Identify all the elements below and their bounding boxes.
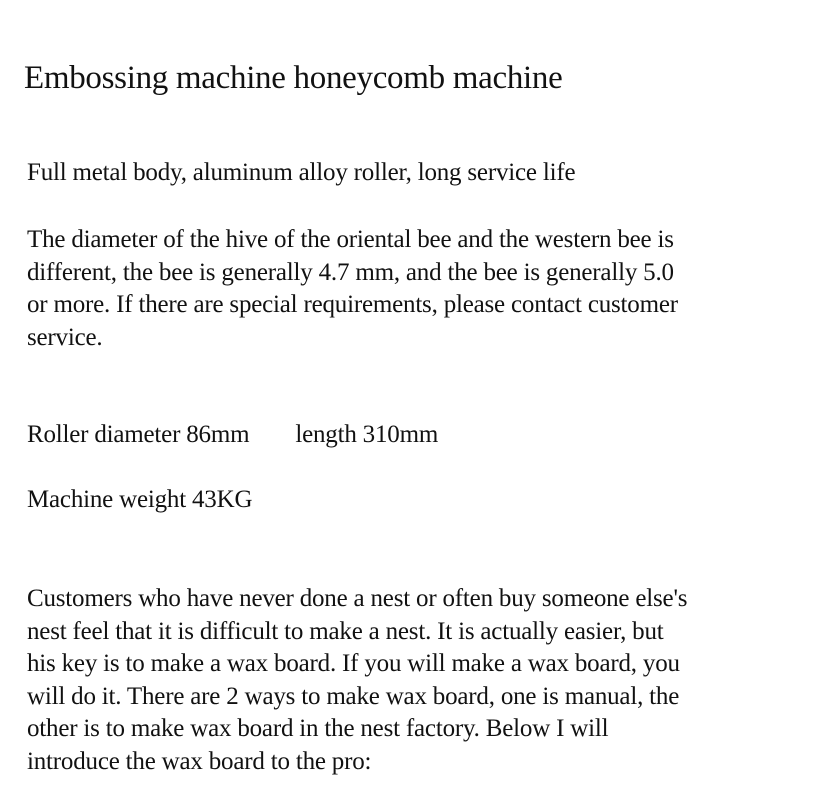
- document-title: Embossing machine honeycomb machine: [24, 60, 563, 96]
- text-line: Customers who have never done a nest or often buy someone else's: [27, 585, 688, 612]
- hive-diameter-paragraph: [27, 224, 807, 354]
- text-line: nest feel that it is difficult to make a nest. It is actually easier, but: [27, 617, 664, 645]
- roller-specs-paragraph: [27, 419, 438, 452]
- text-line: introduce the wax board to the pro:: [27, 747, 372, 775]
- text-line: will do it. There are 2 ways to make wax board, one is manual, the: [27, 682, 680, 710]
- text-line: or more. If there are special requirements, please contact customer: [27, 291, 678, 318]
- features-paragraph: Full metal body, aluminum alloy roller, long service life: [27, 159, 576, 186]
- text-line: service.: [27, 323, 103, 351]
- text-line: different, the bee is generally 4.7 mm, and the bee is generally 5.0: [27, 258, 674, 286]
- roller-length-spec: length 310mm: [295, 421, 439, 448]
- roller-diameter-spec: Roller diameter 86mm: [27, 421, 250, 448]
- customers-paragraph: [27, 583, 812, 778]
- machine-weight-spec: Machine weight 43KG: [27, 486, 253, 513]
- text-line: The diameter of the hive of the oriental bee and the western bee is: [27, 226, 674, 253]
- text-line: other is to make wax board in the nest factory. Below I will: [27, 715, 609, 742]
- text-line: his key is to make a wax board. If you will make a wax board, you: [27, 650, 680, 677]
